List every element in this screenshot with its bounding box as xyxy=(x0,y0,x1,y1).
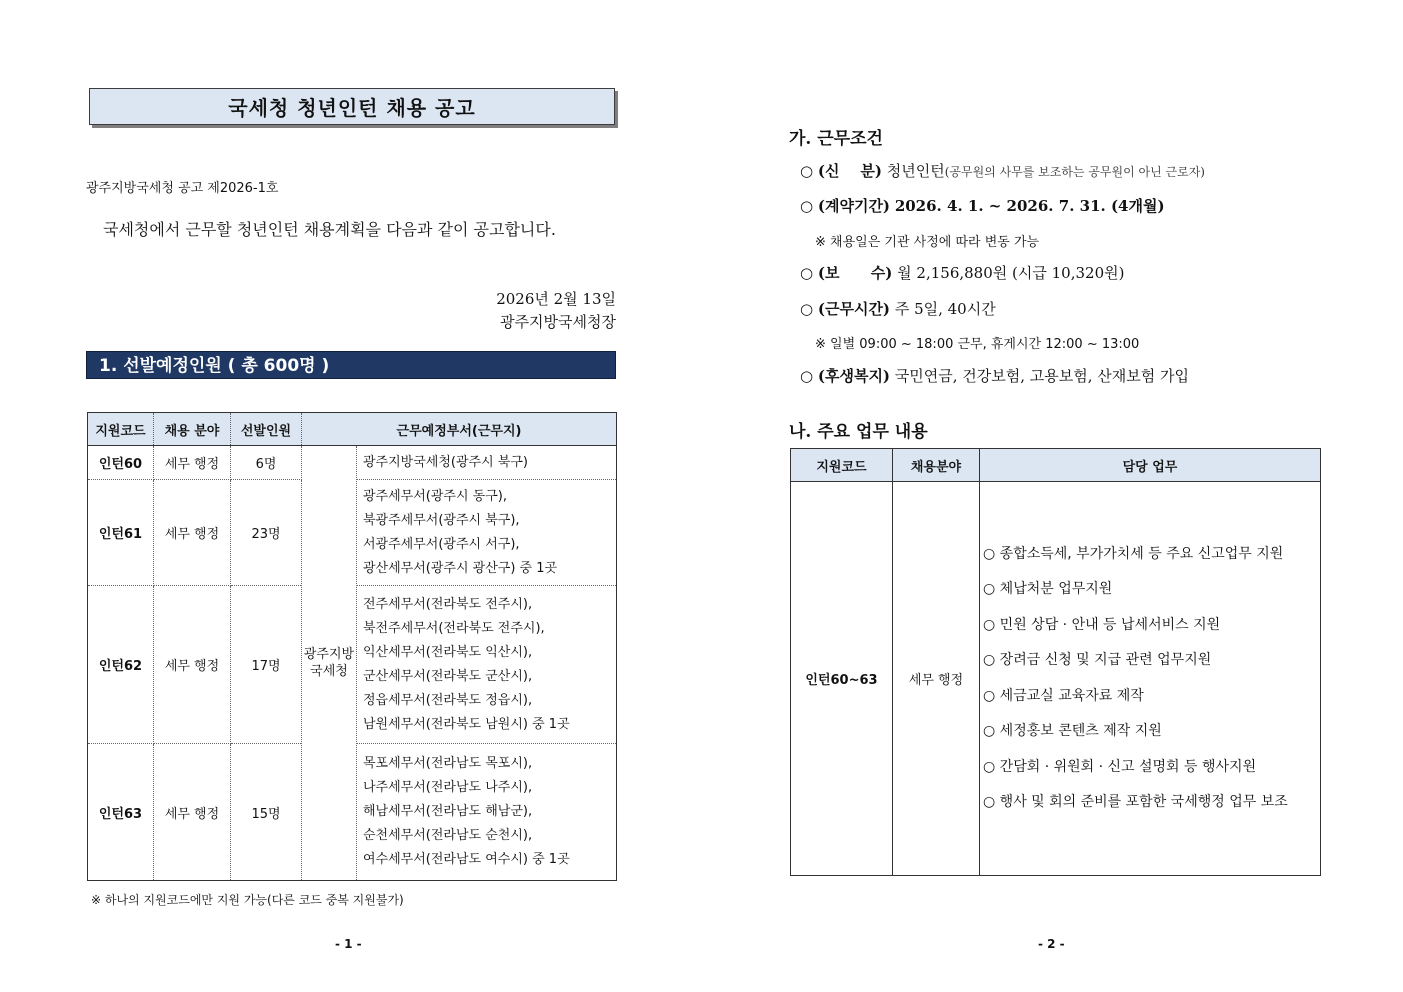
dept-line: 나주세무서(전라남도 나주시), xyxy=(363,780,533,795)
condition-label: (근무시간) xyxy=(817,300,891,318)
duties-list-cell xyxy=(980,482,1321,876)
page-number-1: - 1 - xyxy=(335,937,362,951)
row-depts xyxy=(357,586,617,744)
dept-line: 북전주세무서(전라북도 전주시), xyxy=(363,620,545,636)
condition-value: 월 2,156,880원 (시급 10,320원) xyxy=(897,264,1125,282)
duties-code: 인턴60~63 xyxy=(791,482,893,876)
header-duties: 담당 업무 xyxy=(980,449,1321,482)
row-count: 6명 xyxy=(231,446,302,480)
row-count: 15명 xyxy=(231,744,302,881)
list-item: ○ 민원 상담 · 안내 등 납세서비스 지원 xyxy=(983,616,1221,633)
notice-number: 광주지방국세청 공고 제2026-1호 xyxy=(86,181,279,196)
heading-work-conditions: 가. 근무조건 xyxy=(789,129,883,149)
notice-title: 국세청 청년인턴 채용 공고 xyxy=(89,88,615,125)
header-dept: 근무예정부서(근무지) xyxy=(302,413,617,446)
list-item: ○ 체납처분 업무지원 xyxy=(983,581,1113,597)
dept-line: 해남세무서(전라남도 해남군), xyxy=(363,804,533,819)
row-depts xyxy=(357,480,617,586)
condition-subtext: (공무원의 사무를 보조하는 공무원이 아닌 근로자) xyxy=(944,165,1205,179)
condition-label: (신 분) xyxy=(817,162,882,180)
dept-line: 북광주세무서(광주시 북구), xyxy=(363,512,520,528)
dept-line: 군산세무서(전라북도 군산시), xyxy=(363,668,533,684)
list-item: ○ 간담회 · 위원회 · 신고 설명회 등 행사지원 xyxy=(983,758,1257,775)
bullet: ○ xyxy=(800,367,814,385)
duties-table-header xyxy=(791,449,1321,482)
dept-line: 광주세무서(광주시 동구), xyxy=(363,488,507,504)
notice-issuer: 광주지방국세청장 xyxy=(500,313,616,331)
header-code: 지원코드 xyxy=(88,413,154,446)
recruitment-table xyxy=(87,412,617,881)
bullet: ○ xyxy=(800,300,814,318)
condition-value: 주 5일, 40시간 xyxy=(894,300,996,318)
duties-list xyxy=(981,537,1319,821)
row-field: 세무 행정 xyxy=(154,586,231,744)
row-count: 17명 xyxy=(231,586,302,744)
dept-line: 여수세무서(전라남도 여수시) 중 1곳 xyxy=(363,852,570,867)
dept-line: 목포세무서(전라남도 목포시), xyxy=(363,756,533,771)
list-item: ○ 세금교실 교육자료 제작 xyxy=(983,687,1144,704)
row-count: 23명 xyxy=(231,480,302,586)
condition-contract xyxy=(800,195,1165,216)
row-code: 인턴61 xyxy=(88,480,154,586)
condition-value: 국민연금, 건강보험, 고용보험, 산재보험 가입 xyxy=(894,367,1190,385)
footnote: ※ 하나의 지원코드에만 지원 가능(다른 코드 중복 지원불가) xyxy=(91,893,404,907)
list-item: ○ 세정홍보 콘텐츠 제작 지원 xyxy=(983,723,1162,739)
dept-line: 광산세무서(광주시 광산구) 중 1곳 xyxy=(363,560,558,576)
condition-welfare xyxy=(800,365,1189,386)
row-field: 세무 행정 xyxy=(154,744,231,881)
table-row xyxy=(88,446,617,480)
header-code: 지원코드 xyxy=(791,449,893,482)
section-1-heading: 1. 선발예정인원 ( 총 600명 ) xyxy=(86,351,616,379)
row-field: 세무 행정 xyxy=(154,480,231,586)
row-field: 세무 행정 xyxy=(154,446,231,480)
duties-field: 세무 행정 xyxy=(893,482,980,876)
list-item: ○ 장려금 신청 및 지급 관련 업무지원 xyxy=(983,652,1212,668)
dept-line: 순천세무서(전라남도 순천시), xyxy=(363,828,533,843)
duties-table xyxy=(790,448,1321,876)
condition-label: (계약기간) xyxy=(817,197,891,215)
header-field: 채용분야 xyxy=(893,449,980,482)
contract-note: ※ 채용일은 기관 사정에 따라 변동 가능 xyxy=(815,235,1040,250)
dept-line: 서광주세무서(광주시 서구), xyxy=(363,536,520,552)
condition-pay xyxy=(800,262,1124,283)
row-depts xyxy=(357,446,617,480)
header-field: 채용 분야 xyxy=(154,413,231,446)
dept-line: 익산세무서(전라북도 익산시), xyxy=(363,644,533,660)
table-row xyxy=(791,482,1321,876)
condition-value: 2026. 4. 1. ~ 2026. 7. 31. (4개월) xyxy=(894,197,1165,215)
bullet: ○ xyxy=(800,197,814,215)
condition-status xyxy=(800,160,1205,181)
page-number-2: - 2 - xyxy=(1038,937,1065,951)
row-code: 인턴62 xyxy=(88,586,154,744)
condition-label: (후생복지) xyxy=(817,367,891,385)
org-cell xyxy=(302,446,357,881)
dept-line: 정읍세무서(전라북도 정읍시), xyxy=(363,692,533,708)
header-count: 선발인원 xyxy=(231,413,302,446)
hours-note: ※ 일별 09:00 ~ 18:00 근무, 휴게시간 12:00 ~ 13:00 xyxy=(815,337,1140,352)
bullet: ○ xyxy=(800,264,814,282)
condition-label: (보 수) xyxy=(817,264,893,282)
dept-line: 전주세무서(전라북도 전주시), xyxy=(363,596,533,612)
row-code: 인턴60 xyxy=(88,446,154,480)
heading-main-duties: 나. 주요 업무 내용 xyxy=(789,422,928,442)
notice-date: 2026년 2월 13일 xyxy=(496,290,616,308)
row-code: 인턴63 xyxy=(88,744,154,881)
dept-line: 광주지방국세청(광주시 북구) xyxy=(363,454,528,470)
list-item: ○ 행사 및 회의 준비를 포함한 국세행정 업무 보조 xyxy=(983,794,1288,810)
bullet: ○ xyxy=(800,162,814,180)
list-item: ○ 종합소득세, 부가가치세 등 주요 신고업무 지원 xyxy=(983,545,1284,562)
intro-text: 국세청에서 근무할 청년인턴 채용계획을 다음과 같이 공고합니다. xyxy=(103,220,556,239)
condition-value: 청년인턴 xyxy=(886,162,945,180)
dept-line: 남원세무서(전라북도 남원시) 중 1곳 xyxy=(363,716,570,732)
row-depts xyxy=(357,744,617,881)
condition-hours xyxy=(800,298,996,319)
recruitment-table-header xyxy=(88,413,617,446)
org-name: 광주지방 국세청 xyxy=(303,647,355,679)
